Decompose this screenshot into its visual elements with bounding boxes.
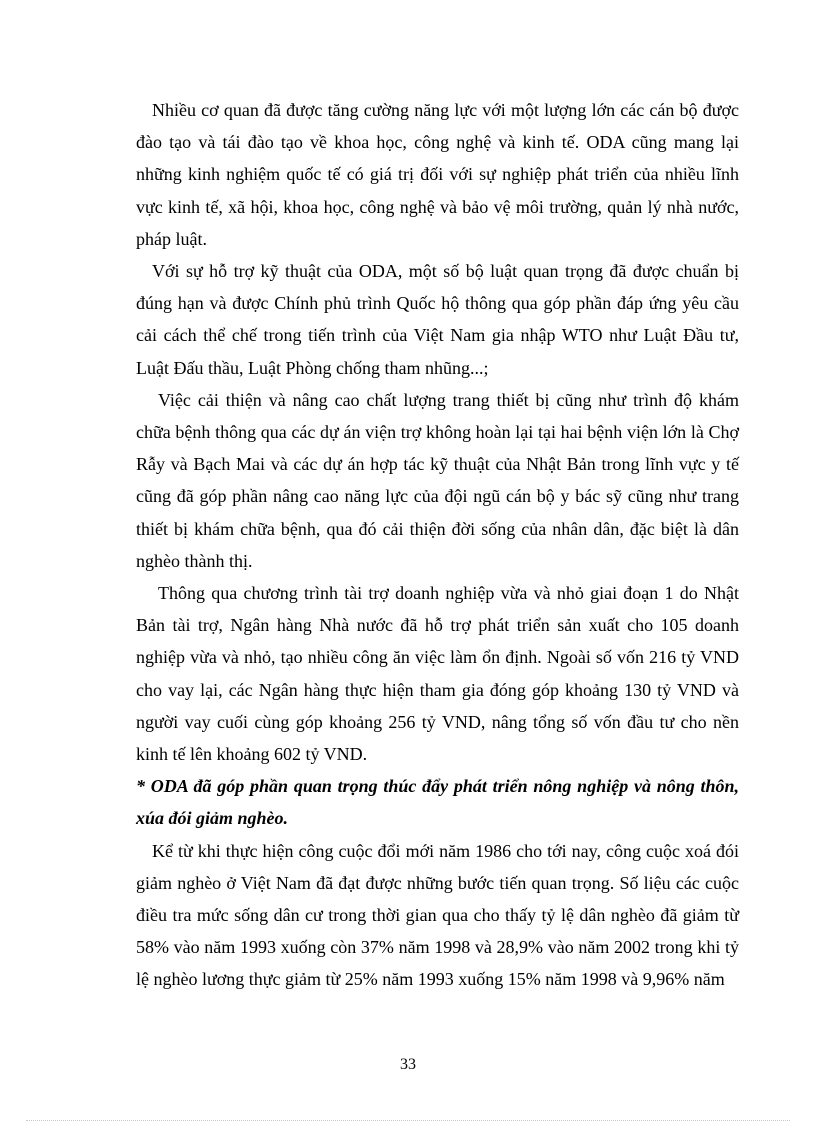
paragraph-health-sector: Việc cải thiện và nâng cao chất lượng trang thiết bị cũng như trình độ khám chữa bệnh thông qua các dự án viện trợ không hoàn lại tại hai bệnh viện lớn là Chợ Rẫy và Bạch Mai và các dự án hợp tác kỹ thuật của Nhật Bản trong lĩnh vực y tế cũng đã góp phần nâng cao năng lực của đội ngũ cán bộ y bác sỹ cũng như trang thiết bị khám chữa bệnh, qua đó cải thiện đời sống của nhân dân, đặc biệt là dân nghèo thành thị. [136, 389, 739, 571]
section-heading: * ODA đã góp phần quan trọng thúc đẩy phát triển nông nghiệp và nông thôn, xúa đói giảm nghèo. [136, 776, 739, 829]
paragraph-sme-program: Thông qua chương trình tài trợ doanh nghiệp vừa và nhỏ giai đoạn 1 do Nhật Bản tài trợ, Ngân hàng Nhà nước đã hỗ trợ phát triển sản xuất cho 105 doanh nghiệp vừa và nhỏ, tạo nhiều công ăn việc làm ổn định. Ngoài số vốn 216 tỷ VND cho vay lại, các Ngân hàng thực hiện tham gia đóng góp khoảng 130 tỷ VND và người vay cuối cùng góp khoảng 256 tỷ VND, nâng tổng số vốn đầu tư cho nền kinh tế lên khoảng 602 tỷ VND. [136, 583, 739, 765]
paragraph-capacity-building: Nhiều cơ quan đã được tăng cường năng lực với một lượng lớn các cán bộ được đào tạo và tái đào tạo về khoa học, công nghệ và kinh tế. ODA cũng mang lại những kinh nghiệm quốc tế có giá trị đối với sự nghiệp phát triển của nhiều lĩnh vực kinh tế, xã hội, khoa học, công nghệ và bảo vệ môi trường, quản lý nhà nước, pháp luật. [136, 100, 739, 249]
paragraph-poverty-reduction: Kể từ khi thực hiện công cuộc đổi mới năm 1986 cho tới nay, công cuộc xoá đói giảm nghèo ở Việt Nam đã đạt được những bước tiến quan trọng. Số liệu các cuộc điều tra mức sống dân cư trong thời gian qua cho thấy tỷ lệ dân nghèo đã giảm từ 58% vào năm 1993 xuống còn 37% năm 1998 và 28,9% vào năm 2002 trong khi tỷ lệ nghèo lương thực giảm từ 25% năm 1993 xuống 15% năm 1998 và 9,96% năm [136, 840, 739, 990]
paragraph-legal-support: Với sự hỗ trợ kỹ thuật của ODA, một số bộ luật quan trọng đã được chuẩn bị đúng hạn và được Chính phủ trình Quốc hộ thông qua góp phần đáp ứng yêu cầu cải cách thể chế trong tiến trình của Việt Nam gia nhập WTO như Luật Đầu tư, Luật Đấu thầu, Luật Phòng chống tham nhũng...; [136, 261, 739, 378]
body-text [136, 94, 739, 996]
page-number: 33 [400, 1056, 416, 1073]
page-bottom-divider [26, 1120, 790, 1121]
